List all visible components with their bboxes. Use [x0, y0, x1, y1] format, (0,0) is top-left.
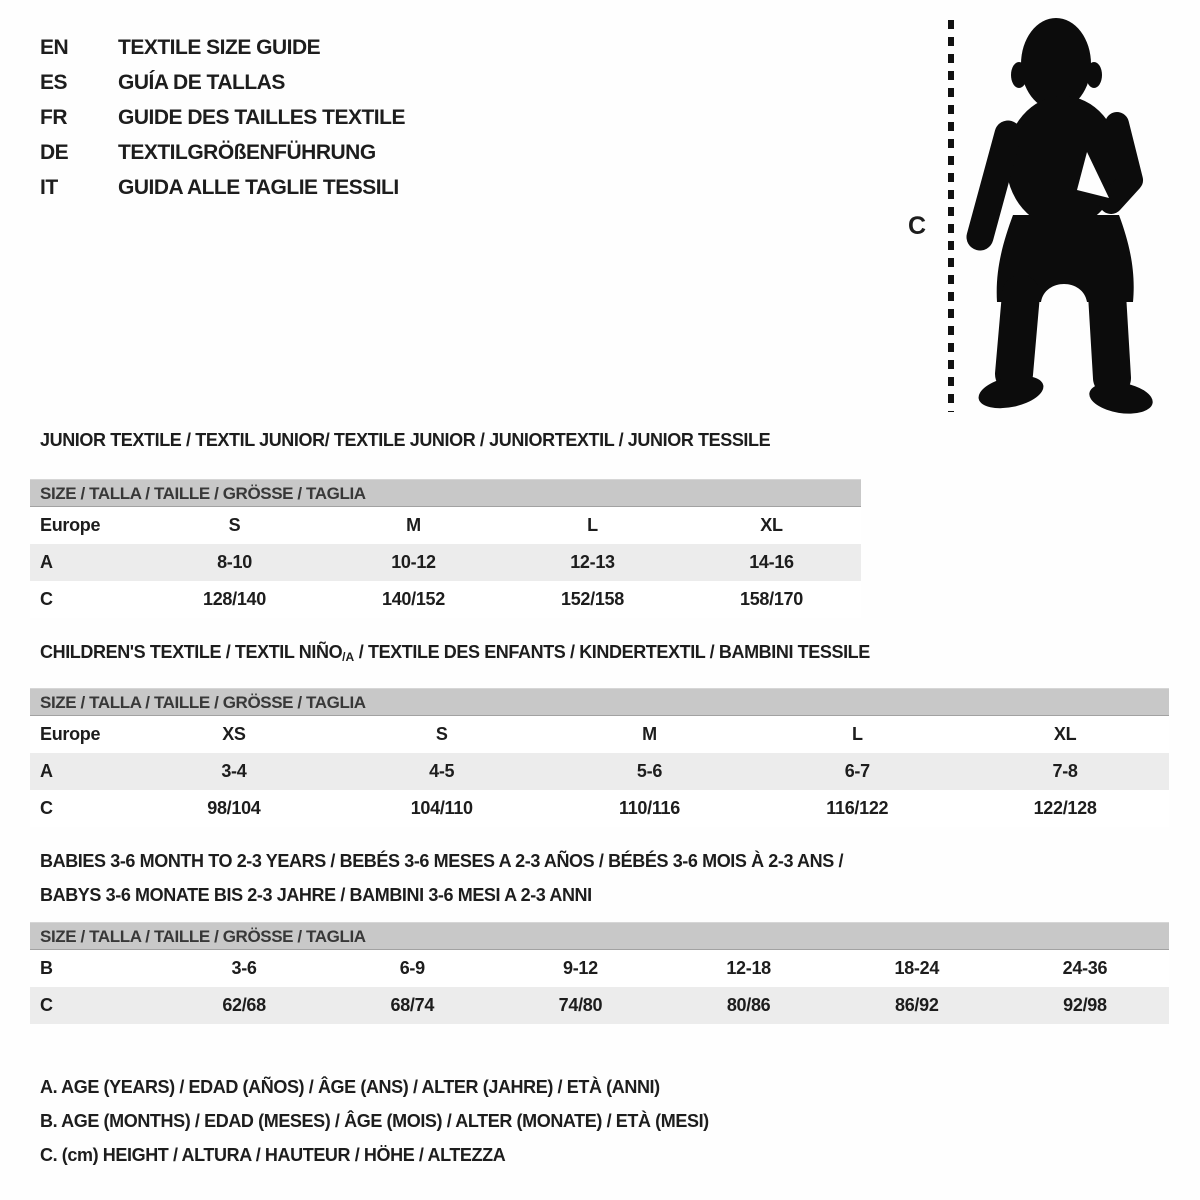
height-cell: 62/68: [222, 995, 266, 1015]
language-row-fr: [40, 100, 405, 135]
size-cell: M: [406, 515, 421, 535]
age-cell: 9-12: [563, 958, 598, 978]
section-heading-junior: JUNIOR TEXTILE / TEXTIL JUNIOR/ TEXTILE JUNIOR / JUNIORTEXTIL / JUNIOR TESSILE: [40, 430, 771, 450]
age-cell: 6-9: [399, 958, 425, 978]
row-label: C: [40, 995, 53, 1015]
row-label: B: [40, 958, 53, 978]
size-cell: S: [435, 724, 448, 744]
language-code: IT: [40, 175, 58, 199]
legend-line-c: C. (cm) HEIGHT / ALTURA / HAUTEUR / HÖHE / ALTEZZA: [40, 1145, 506, 1165]
language-code: EN: [40, 35, 69, 59]
row-label: Europe: [40, 515, 101, 535]
language-title: TEXTILE SIZE GUIDE: [118, 35, 321, 59]
age-cell: 4-5: [429, 761, 455, 781]
heading-text: CHILDREN'S TEXTILE / TEXTIL NIÑO: [40, 642, 343, 662]
language-row-de: [40, 135, 405, 170]
heading-line-1: BABIES 3-6 MONTH TO 2-3 YEARS / BEBÉS 3-6 MESES A 2-3 AÑOS / BÉBÉS 3-6 MOIS À 2-3 ANS /: [40, 851, 844, 871]
language-title: GUIDE DES TAILLES TEXTILE: [118, 105, 405, 129]
size-table-header: SIZE / TALLA / TAILLE / GRÖSSE / TAGLIA: [30, 479, 861, 507]
height-cell: 104/110: [410, 798, 473, 818]
age-cell: 12-18: [726, 958, 771, 978]
row-label: A: [40, 761, 53, 781]
size-table-junior: [30, 479, 861, 618]
language-title-list: [40, 30, 405, 205]
age-cell: 3-4: [221, 761, 247, 781]
size-table-children: [30, 688, 1169, 827]
height-cell: 158/170: [740, 589, 803, 609]
height-cell: 74/80: [558, 995, 603, 1015]
language-title: GUIDA ALLE TAGLIE TESSILI: [118, 175, 399, 199]
toddler-silhouette-icon: [935, 12, 1160, 417]
table-row-height-cm: [30, 987, 1169, 1024]
age-cell: 10-12: [391, 552, 436, 572]
language-code: DE: [40, 140, 69, 164]
size-cell: L: [587, 515, 598, 535]
age-cell: 18-24: [894, 958, 940, 978]
size-cell: XL: [1053, 724, 1077, 744]
height-cell: 86/92: [895, 995, 939, 1015]
height-cell: 80/86: [726, 995, 771, 1015]
measurement-legend: [40, 1070, 709, 1172]
age-cell: 5-6: [636, 761, 663, 781]
height-cell: 140/152: [382, 589, 445, 609]
size-table-babies: [30, 922, 1169, 1024]
height-cell: 116/122: [826, 798, 889, 818]
heading-text: / TEXTILE DES ENFANTS / KINDERTEXTIL / BAMBINI TESSILE: [354, 642, 870, 662]
height-cell: 92/98: [1063, 995, 1107, 1015]
row-label: A: [40, 552, 53, 572]
heading-subscript: /A: [342, 650, 355, 664]
legend-line-a: A. AGE (YEARS) / EDAD (AÑOS) / ÂGE (ANS) / ALTER (JAHRE) / ETÀ (ANNI): [40, 1077, 660, 1097]
size-cell: L: [851, 724, 863, 744]
table-row-age-years: [30, 544, 861, 581]
language-code: ES: [40, 70, 68, 94]
age-cell: 8-10: [217, 552, 252, 572]
size-table-header: SIZE / TALLA / TAILLE / GRÖSSE / TAGLIA: [30, 922, 1169, 950]
height-measure-label: C: [908, 212, 926, 240]
table-row-age-months: [30, 950, 1169, 987]
size-cell: M: [642, 724, 657, 744]
section-heading-children: [40, 642, 870, 664]
height-cell: 122/128: [1033, 798, 1097, 818]
age-cell: 6-7: [844, 761, 870, 781]
language-row-es: [40, 65, 405, 100]
section-heading-babies: [40, 844, 843, 912]
height-cell: 110/116: [619, 798, 680, 818]
height-cell: 68/74: [390, 995, 435, 1015]
language-title: TEXTILGRÖßENFÜHRUNG: [118, 140, 376, 164]
age-cell: 3-6: [231, 958, 257, 978]
row-label: Europe: [40, 724, 101, 744]
row-label: C: [40, 798, 53, 818]
language-row-en: [40, 30, 405, 65]
age-cell: 24-36: [1062, 958, 1108, 978]
size-table-header: SIZE / TALLA / TAILLE / GRÖSSE / TAGLIA: [30, 688, 1169, 716]
table-row-height-cm: [30, 581, 861, 618]
row-label: C: [40, 589, 53, 609]
table-row-age-years: [30, 753, 1169, 790]
size-cell: S: [228, 515, 241, 535]
legend-line-b: B. AGE (MONTHS) / EDAD (MESES) / ÂGE (MOIS) / ALTER (MONATE) / ETÀ (MESI): [40, 1111, 709, 1131]
table-row-europe: [30, 716, 1169, 753]
table-row-height-cm: [30, 790, 1169, 827]
age-cell: 14-16: [749, 552, 794, 572]
language-row-it: [40, 170, 405, 205]
table-row-europe: [30, 507, 861, 544]
size-cell: XS: [222, 724, 246, 744]
size-cell: XL: [760, 515, 783, 535]
height-cell: 98/104: [207, 798, 261, 818]
language-title: GUÍA DE TALLAS: [118, 70, 285, 94]
height-cell: 128/140: [203, 589, 266, 609]
heading-line-2: BABYS 3-6 MONATE BIS 2-3 JAHRE / BAMBINI 3-6 MESI A 2-3 ANNI: [40, 885, 592, 905]
height-measure-figure: [935, 12, 1160, 417]
age-cell: 7-8: [1052, 761, 1078, 781]
language-code: FR: [40, 105, 67, 129]
height-cell: 152/158: [561, 589, 624, 609]
age-cell: 12-13: [570, 552, 615, 572]
